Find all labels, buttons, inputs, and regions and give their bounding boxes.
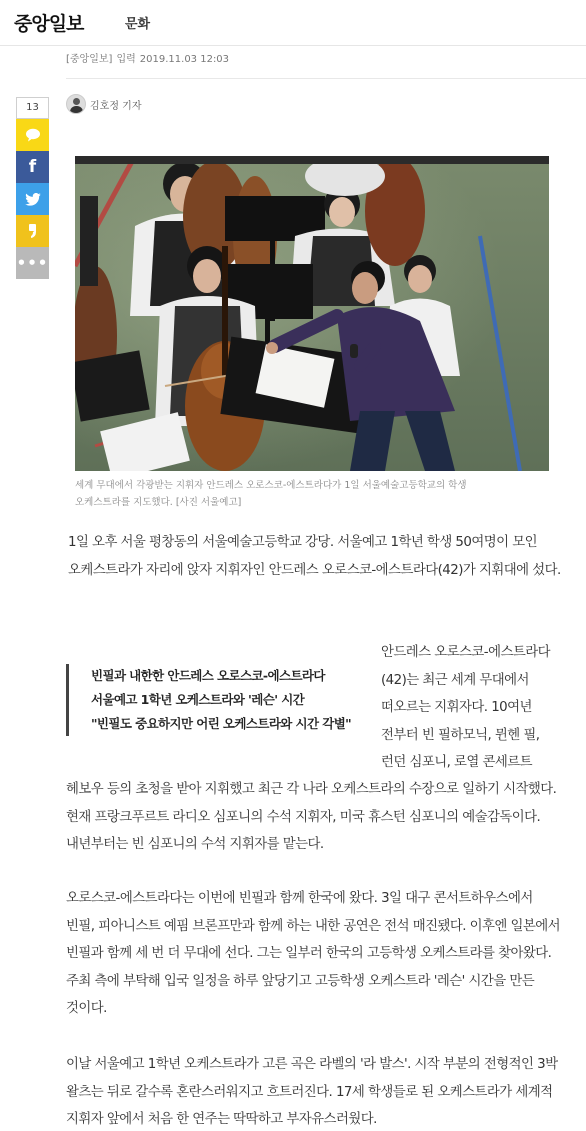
more-button[interactable] xyxy=(16,247,49,279)
text-line: 떠오르는 지휘자다. 10여년 xyxy=(381,700,532,715)
site-logo[interactable]: 중앙일보 xyxy=(14,13,84,35)
section-link[interactable]: 문화 xyxy=(125,17,151,32)
text-line: 빈필과 함께 세 번 더 무대에 선다. 그는 일부러 한국의 고등학생 오케스트라를 찾아왔다. xyxy=(66,946,552,961)
pull-quote xyxy=(66,664,362,736)
text-line: 현재 프랑크푸르트 라디오 심포니의 수석 지휘자, 미국 휴스턴 심포니의 예술감독이다. xyxy=(66,809,541,825)
text-line: 1일 오후 서울 평창동의 서울예술고등학교 강당. 서울예고 1학년 학생 50여명이 모인 xyxy=(68,535,537,550)
pull-quote-line: 빈필과 내한한 안드레스 오로스코-에스트라다 xyxy=(91,668,325,683)
twitter-share-button[interactable] xyxy=(16,183,49,215)
quote-icon xyxy=(28,223,38,239)
text-line: 왈츠는 뒤로 갈수록 혼란스러워지고 흐트러진다. 17세 학생들로 된 오케스트라가 세계적 xyxy=(66,1084,553,1100)
share-bar xyxy=(16,97,49,279)
kakaotalk-share-button[interactable] xyxy=(16,119,49,151)
site-header xyxy=(0,0,586,46)
article-photo[interactable] xyxy=(75,156,549,471)
divider xyxy=(66,78,586,79)
twitter-icon xyxy=(25,193,41,206)
byline xyxy=(66,94,141,114)
kakaotalk-icon xyxy=(25,128,41,142)
text-line: 전부터 빈 필하모닉, 뮌헨 필, xyxy=(381,727,540,743)
quote-button[interactable] xyxy=(16,215,49,247)
text-line: 런던 심포니, 로열 콘세르트 xyxy=(381,755,533,770)
facebook-share-button[interactable] xyxy=(16,151,49,183)
dateline xyxy=(66,50,233,65)
more-icon: ••• xyxy=(16,254,49,272)
text-line: 주최 측에 부탁해 입국 일정을 하루 앞당기고 고등학생 오케스트라 '레슨' 시간을 만든 xyxy=(66,973,535,989)
share-count: 13 xyxy=(16,97,49,119)
text-line: 이날 서울예고 1학년 오케스트라가 고른 곡은 라벨의 '라 발스'. 시작 부분의 전형적인 3박 xyxy=(66,1057,558,1072)
publish-datetime: 2019.11.03 12:03 xyxy=(139,54,230,65)
source-label: [중앙일보] xyxy=(66,54,113,65)
text-line: 오케스트라가 자리에 앉자 지휘자인 안드레스 오로스코-에스트라다(42)가 지휘대에 섰다. xyxy=(68,562,561,578)
caption-line: 오케스트라를 지도했다. [사진 서울예고] xyxy=(75,497,242,508)
caption-line: 세계 무대에서 각광받는 지휘자 안드레스 오로스코-에스트라다가 1일 서울예술고등학교의 학생 xyxy=(75,480,467,491)
side-paragraph xyxy=(381,639,550,777)
facebook-icon: f xyxy=(28,157,37,177)
text-line: (42)는 최근 세계 무대에서 xyxy=(381,672,529,688)
text-line: 빈필, 피아니스트 예핌 브론프만과 함께 하는 내한 공연은 전석 매진됐다. 이후엔 일본에서 xyxy=(66,918,561,934)
body-paragraph xyxy=(66,1051,558,1131)
text-line: 지휘자 앞에서 처음 한 연주는 딱딱하고 부자유스러웠다. xyxy=(66,1112,377,1127)
text-line: 안드레스 오로스코-에스트라다 xyxy=(381,645,550,660)
photo-caption xyxy=(75,477,549,511)
text-line: 내년부터는 빈 심포니의 수석 지휘자를 맡는다. xyxy=(66,837,324,852)
text-line: 헤보우 등의 초청을 받아 지휘했고 최근 각 나라 오케스트라의 수장으로 일하기 시작했다. xyxy=(66,782,557,797)
body-paragraph xyxy=(66,776,556,859)
text-line: 오로스코-에스트라다는 이번에 빈필과 함께 한국에 왔다. 3일 대구 콘서트하우스에서 xyxy=(66,891,533,906)
pull-quote-line: 서울예고 1학년 오케스트라와 '레슨' 시간 xyxy=(91,692,305,707)
intro-paragraph xyxy=(68,529,561,584)
date-label: 입력 xyxy=(116,54,136,65)
body-paragraph xyxy=(66,885,560,1023)
reporter-avatar[interactable] xyxy=(66,94,86,114)
text-line: 것이다. xyxy=(66,1001,107,1016)
orchestra-photo-illustration xyxy=(75,156,549,471)
reporter-name[interactable]: 김호정 기자 xyxy=(90,100,142,112)
pull-quote-line: "빈필도 중요하지만 어린 오케스트라와 시간 각별" xyxy=(91,716,352,731)
